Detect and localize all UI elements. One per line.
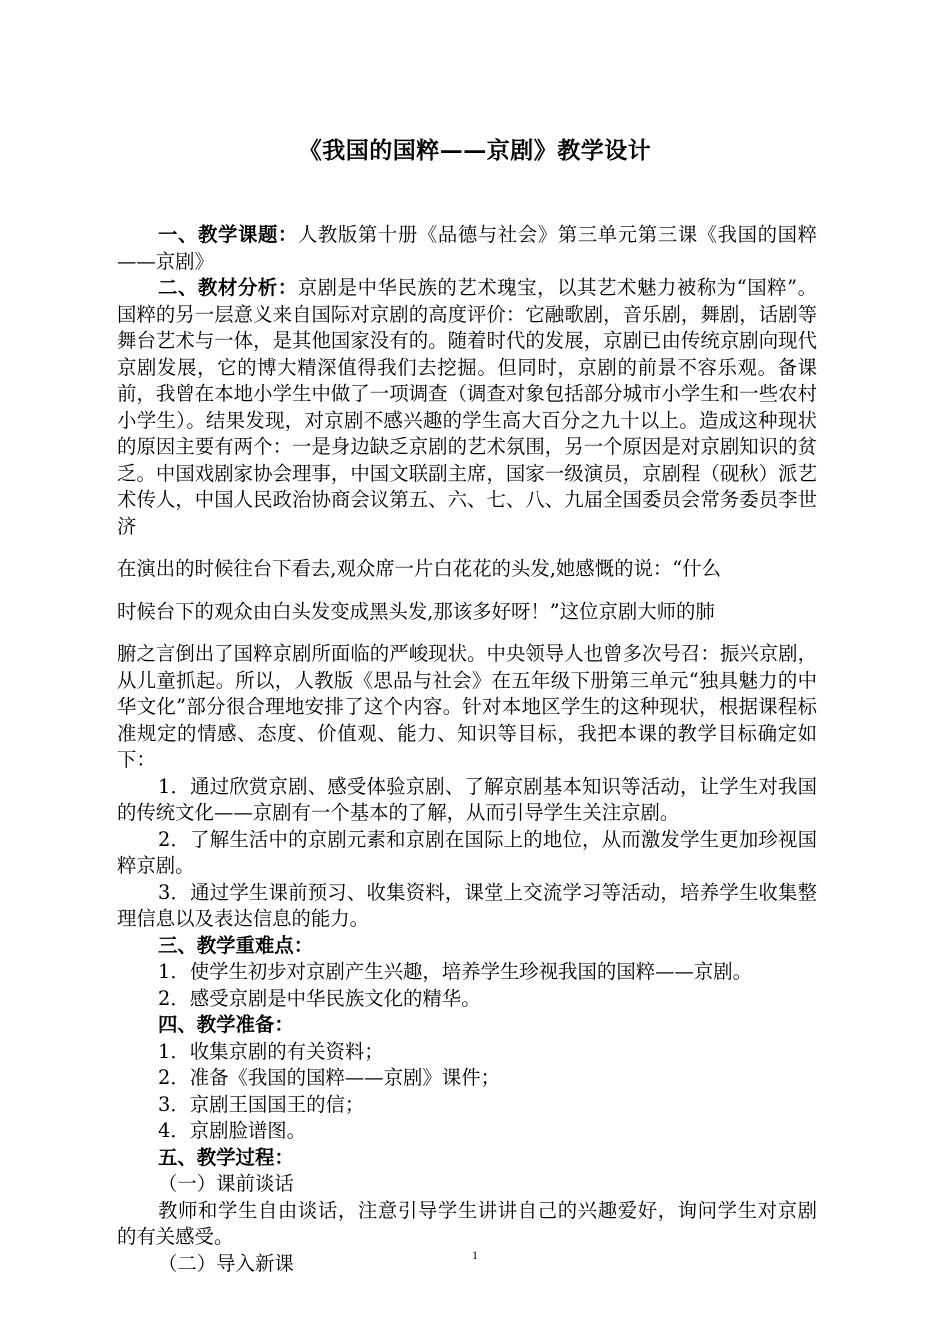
process-step-2-heading: （二）导入新课	[158, 1251, 294, 1275]
key-point-item: 1．使学生初步对京剧产生兴趣，培养学生珍视我国的国粹——京剧。	[158, 960, 753, 983]
section-2-text-1: 京剧是中华民族的艺术瑰宝，以其艺术魅力被称为“国粹”。国粹的另一层意义来自国际对京剧的高度评价：它融歌剧，音乐剧，舞剧，话剧等舞台艺术与一体，是其他国家没有的。随着时代的发展，京剧已由传统京剧向现代京剧发展，它的博大精深值得我们去挖掘。但同时，京剧的前景不容乐观。备课前，我曾在本地小学生中做了一项调查（调查对象包括部分城市小学生和一些农村小学生）。结果发现，对京剧不感兴趣的学生高大百分之九十以上。造成这种现状的原因主要有两个：一是身边缺乏京剧的艺术氛围，另一个原因是对京剧知识的贫乏。中国戏剧家协会理事，中国文联副主席，国家一级演员，京剧程（砚秋）派艺术传人，中国人民政治协商会议第五、六、七、八、九届全国委员会常务委员李世济	[117, 276, 818, 538]
prep-item: 4．京剧脸谱图。	[158, 1119, 307, 1142]
prep-item: 3．京剧王国国王的信；	[158, 1092, 365, 1116]
page-number: 1	[472, 1248, 478, 1262]
prep-item: 2．准备《我国的国粹——京剧》课件；	[158, 1066, 500, 1089]
section-1-text: 人教版第十册《品德与社会》第三单元第三课《我国的国粹——京剧》	[117, 223, 818, 273]
document-title: 《我国的国粹——京剧》教学设计	[298, 137, 652, 164]
section-1	[117, 222, 817, 275]
prep-item: 1．收集京剧的有关资料；	[158, 1039, 384, 1063]
process-step-1-heading: （一）课前谈话	[158, 1172, 294, 1195]
section-4-heading: 四、教学准备：	[158, 1013, 294, 1036]
section-2-heading: 二、教材分析：	[158, 276, 298, 299]
goal-item: 2．了解生活中的京剧元素和京剧在国际上的地位，从而激发学生更加珍视国粹京剧。	[117, 827, 817, 877]
section-2-para-1	[117, 275, 817, 540]
section-2-para-2: 在演出的时候往台下看去,观众席一片白花花的头发,她感慨的说：“什么	[117, 557, 721, 580]
goal-item: 1．通过欣赏京剧、感受体验京剧、了解京剧基本知识等活动，让学生对我国的传统文化——京剧有一个基本的了解，从而引导学生关注京剧。	[117, 774, 817, 824]
section-1-heading: 一、教学课题：	[158, 223, 298, 246]
section-3-heading: 三、教学重难点：	[158, 933, 314, 957]
process-step-1-text: 教师和学生自由谈话，注意引导学生讲讲自己的兴趣爱好，询问学生对京剧的有关感受。	[117, 1198, 817, 1248]
section-2-para-4: 腑之言倒出了国粹京剧所面临的严峻现状。中央领导人也曾多次号召：振兴京剧，从儿童抓起。所以，人教版《思品与社会》在五年级下册第三单元“独具魅力的中华文化”部分很合理地安排了这个内容。针对本地区学生的这种现状，根据课程标准规定的情感、态度、价值观、能力、知识等目标，我把本课的教学目标确定如下：	[117, 642, 817, 771]
section-5-heading: 五、教学过程：	[158, 1145, 294, 1169]
section-2-para-3: 时候台下的观众由白头发变成黑头发,那该多好呀！”这位京剧大师的肺	[117, 599, 715, 623]
document-body	[117, 222, 817, 1277]
key-point-item: 2．感受京剧是中华民族文化的精华。	[158, 986, 481, 1010]
goal-item: 3．通过学生课前预习、收集资料，课堂上交流学习等活动，培养学生收集整理信息以及表达信息的能力。	[117, 880, 817, 930]
